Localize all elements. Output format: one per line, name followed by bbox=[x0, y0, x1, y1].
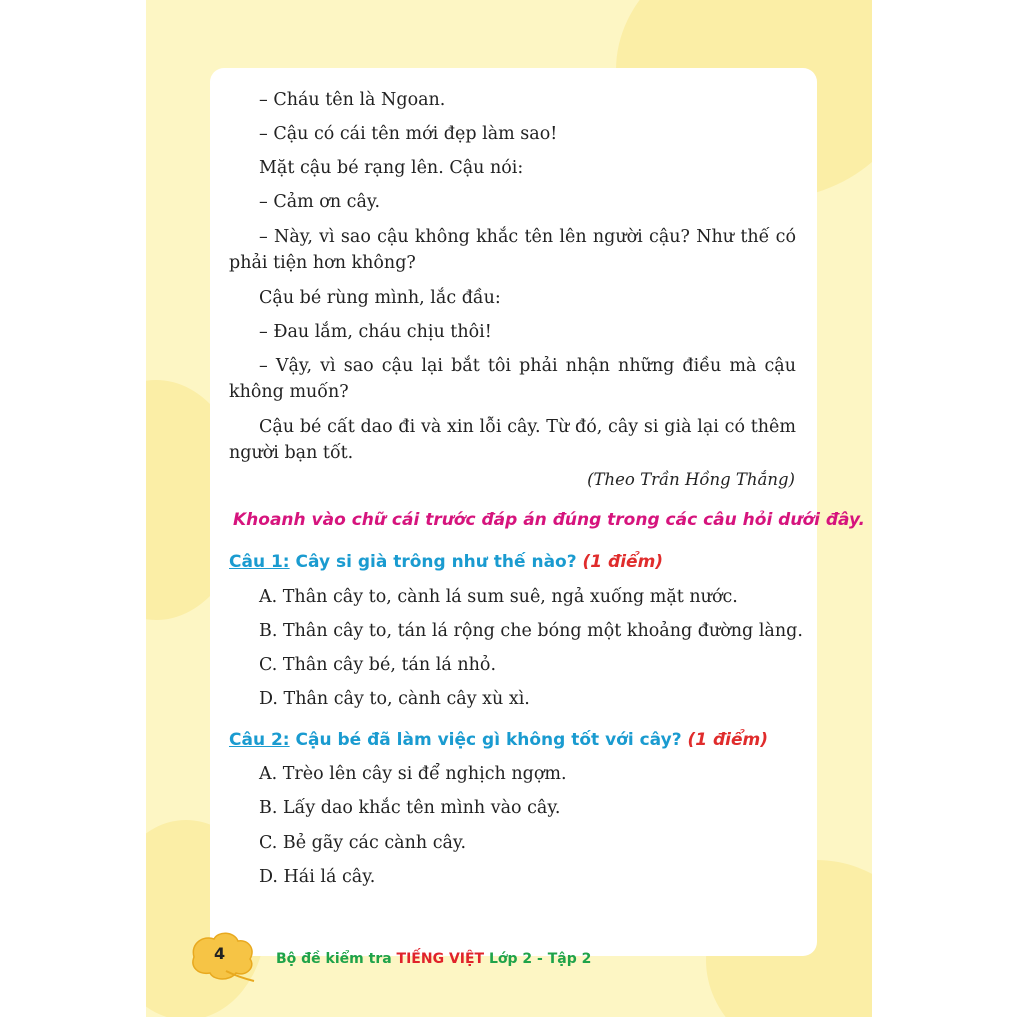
answer-option[interactable]: C. Thân cây bé, tán lá nhỏ. bbox=[259, 655, 497, 675]
question-points: (1 điểm) bbox=[576, 552, 664, 572]
question-1 bbox=[229, 552, 663, 572]
answer-option[interactable]: C. Bẻ gãy các cành cây. bbox=[259, 833, 467, 853]
question-text: Cây si già trông như thế nào? bbox=[289, 552, 577, 572]
question-points: (1 điểm) bbox=[681, 730, 769, 750]
footer-part: TIẾNG VIỆT bbox=[396, 951, 485, 967]
page-number: 4 bbox=[214, 944, 226, 963]
story-reference: (Theo Trần Hồng Thắng) bbox=[587, 470, 795, 489]
question-text: Cậu bé đã làm việc gì không tốt với cây? bbox=[289, 730, 682, 750]
story-line: – Vậy, vì sao cậu lại bắt tôi phải nhận những điều mà cậu không muốn? bbox=[229, 356, 796, 402]
story-line: Mặt cậu bé rạng lên. Cậu nói: bbox=[259, 158, 524, 178]
footer-part: Lớp 2 - Tập 2 bbox=[484, 951, 592, 967]
question-label: Câu 2: bbox=[229, 730, 290, 750]
story-line: – Đau lắm, cháu chịu thôi! bbox=[259, 322, 492, 342]
story-line: – Này, vì sao cậu không khắc tên lên người cậu? Như thế có phải tiện hơn không? bbox=[229, 227, 796, 273]
question-2 bbox=[229, 730, 768, 750]
story-line: – Cảm ơn cây. bbox=[259, 192, 381, 212]
answer-option[interactable]: B. Lấy dao khắc tên mình vào cây. bbox=[259, 798, 561, 818]
answer-option[interactable]: B. Thân cây to, tán lá rộng che bóng một khoảng đường làng. bbox=[259, 621, 803, 641]
answer-option[interactable]: A. Trèo lên cây si để nghịch ngợm. bbox=[259, 764, 567, 784]
answer-option[interactable]: D. Hái lá cây. bbox=[259, 867, 376, 887]
story-line: – Cháu tên là Ngoan. bbox=[259, 90, 446, 110]
story-line: Cậu bé rùng mình, lắc đầu: bbox=[259, 288, 501, 308]
footer-title bbox=[276, 951, 591, 967]
story-line: – Cậu có cái tên mới đẹp làm sao! bbox=[259, 124, 558, 144]
instruction: Khoanh vào chữ cái trước đáp án đúng trong các câu hỏi dưới đây. bbox=[233, 510, 865, 530]
answer-option[interactable]: A. Thân cây to, cành lá sum suê, ngả xuống mặt nước. bbox=[259, 587, 738, 607]
footer-part: Bộ đề kiểm tra bbox=[276, 951, 397, 967]
story-line: Cậu bé cất dao đi và xin lỗi cây. Từ đó, cây si già lại có thêm người bạn tốt. bbox=[229, 417, 796, 463]
question-label: Câu 1: bbox=[229, 552, 290, 572]
answer-option[interactable]: D. Thân cây to, cành cây xù xì. bbox=[259, 689, 530, 709]
